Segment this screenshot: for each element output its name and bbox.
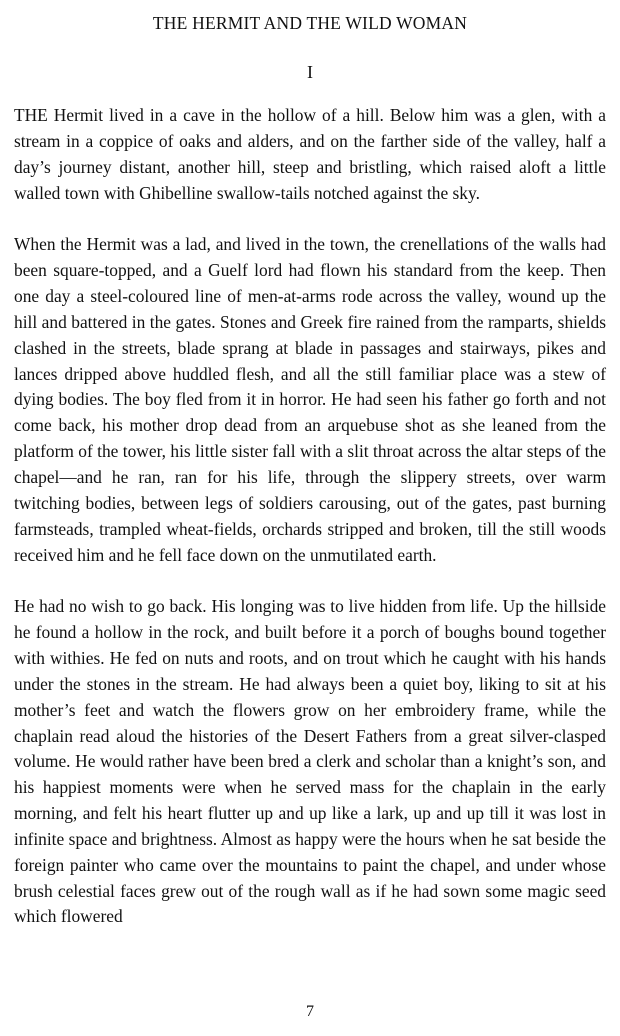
page-number: 7 [306,1003,314,1020]
chapter-number: I [307,62,313,82]
book-page [14,0,606,1036]
body-text [14,103,606,956]
page-title: THE HERMIT AND THE WILD WOMAN [152,13,468,33]
paragraph-2: When the Hermit was a lad, and lived in the town, the crenellations of the walls had been square-topped, and a Guelf lord had flown his standard from the keep. Then one day a steel-coloured line of men-at-arms rode across the valley, wound up the hill and battered in the gates. Stones and Greek fire rained from the ramparts, shields clashed in the streets, blade sprang at blade in passages and stairways, pikes and lances dripped above huddled flesh, and all the still familiar place was a stew of dying bodies. The boy fled from it in horror. He had seen his father go forth and not come back, his mother drop dead from an arquebuse shot as she leaned from the platform of the tower, his little sister fall with a slit throat across the altar steps of the chapel—and he ran, ran for his life, through the slippery streets, over warm twitching bodies, between legs of soldiers carousing, out of the gates, past burning farmsteads, trampled wheat-fields, orchards stripped and broken, till the still woods received him and he fell face down on the unmutilated earth. [14,234,606,565]
paragraph-1: THE Hermit lived in a cave in the hollow of a hill. Below him was a glen, with a stream in a coppice of oaks and alders, and on the farther side of the valley, half a day’s journey distant, another hill, steep and bristling, which raised aloft a little walled town with Ghibelline swallow-tails notched against the sky. [14,105,606,203]
paragraph-3: He had no wish to go back. His longing was to live hidden from life. Up the hillside he found a hollow in the rock, and built before it a porch of boughs bound together with withies. He fed on nuts and roots, and on trout which he caught with his hands under the stones in the stream. He had always been a quiet boy, liking to sit at his mother’s feet and watch the flowers grow on her embroidery frame, while the chaplain read aloud the histories of the Desert Fathers from a great silver-clasped volume. He would rather have been bred a clerk and scholar than a knight’s son, and his happiest moments were when he served mass for the chaplain in the early morning, and felt his heart flutter up and up like a lark, up and up till it was lost in infinite space and brightness. Almost as happy were the hours when he sat beside the foreign painter who came over the mountains to paint the chapel, and under whose brush celestial faces grew out of the rough wall as if he had sown some magic seed which flowered [14,596,606,927]
